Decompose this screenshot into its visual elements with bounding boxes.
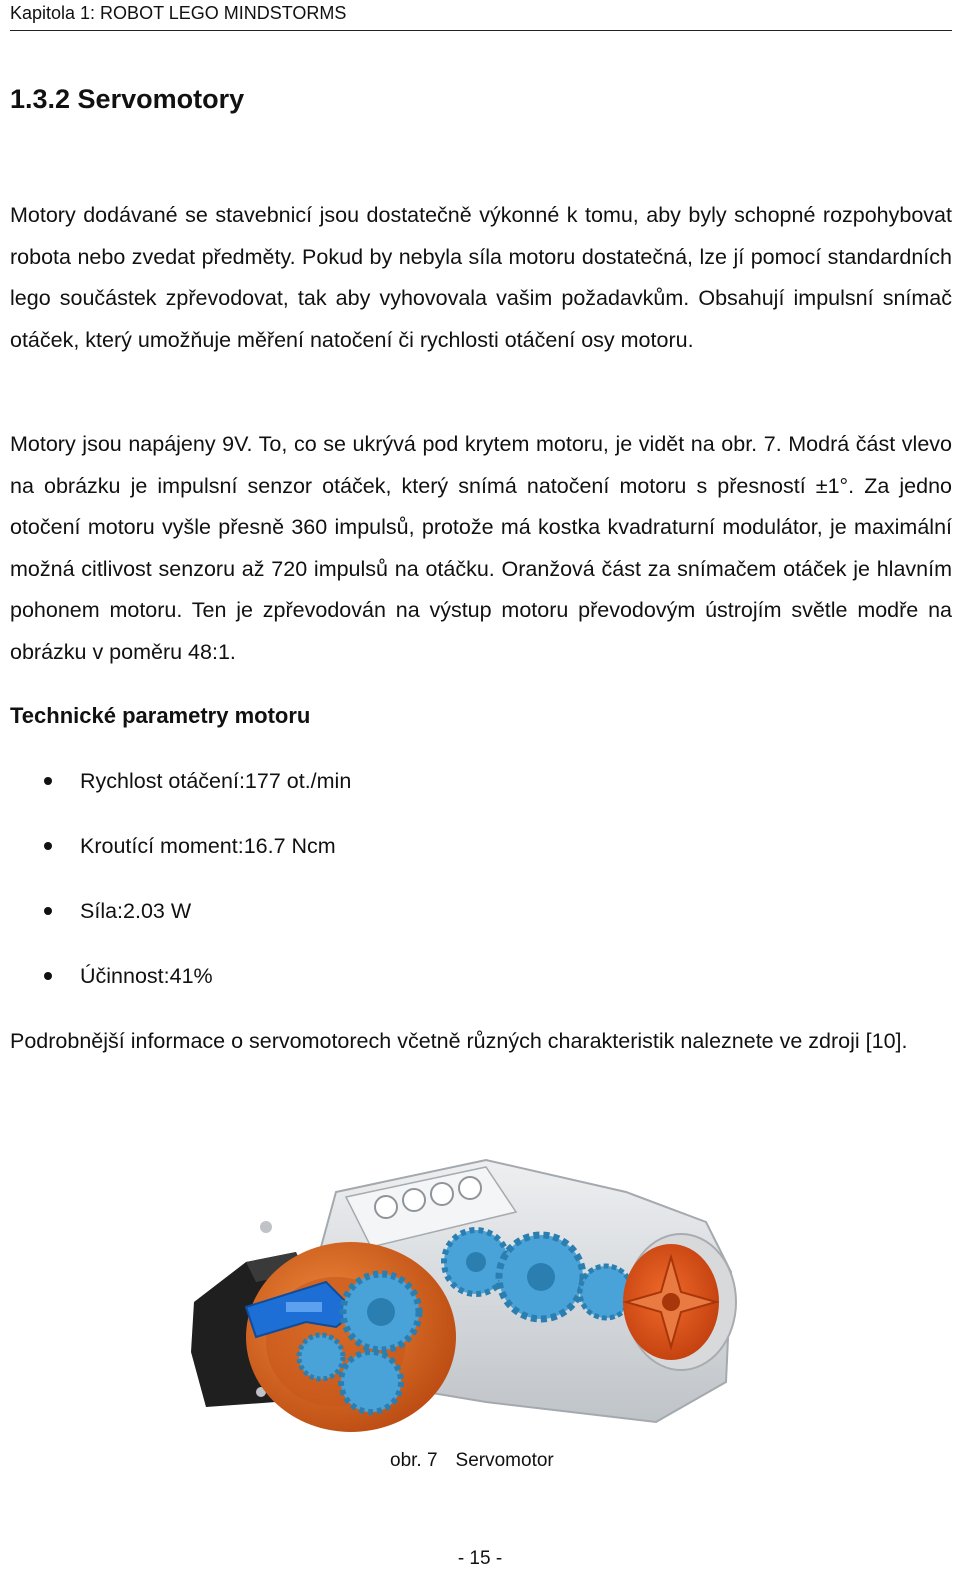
param-power: Síla:2.03 W <box>80 899 192 923</box>
servomotor-illustration <box>186 1152 756 1442</box>
paragraph-motor-internals: Motory jsou napájeny 9V. To, co se ukrývá pod krytem motoru, je vidět na obr. 7. Modrá část vlevo na obrázku je impulsní senzor otáček, který snímá natočení motoru s přesností ±1°. Za jedno otočení motoru vyšle přesně 360 impulsů, protože má kostka kvadraturní modulátor, je maximální možná citlivost senzoru až 720 impulsů na otáčku. Oranžová část za snímačem otáček je hlavním pohonem motoru. Ten je zpřevodován na výstup motoru převodovým ústrojím světle modře na obrázku v poměru 48:1. <box>10 432 952 664</box>
figure-caption-text: Servomotor <box>455 1450 554 1471</box>
running-header: Kapitola 1: ROBOT LEGO MINDSTORMS <box>10 2 952 31</box>
figure-caption <box>390 1450 554 1472</box>
page-number: - 15 - <box>457 1548 503 1569</box>
param-speed: Rychlost otáčení:177 ot./min <box>80 769 352 793</box>
bullet-icon <box>44 842 52 850</box>
paragraph-more-info: Podrobnější informace o servomotorech včetně různých charakteristik naleznete ve zdroji [10]. <box>10 1029 908 1053</box>
param-torque: Kroutící moment:16.7 Ncm <box>80 834 336 858</box>
bullet-icon <box>44 777 52 785</box>
params-heading: Technické parametry motoru <box>10 703 311 728</box>
paragraph-intro: Motory dodávané se stavebnicí jsou dostatečně výkonné k tomu, aby byly schopné rozpohybovat robota nebo zvedat předměty. Pokud by nebyla síla motoru dostatečná, lze jí pomocí standardních lego součástek zpřevodovat, tak aby vyhovovala vašim požadavkům. Obsahují impulsní snímač otáček, který umožňuje měření natočení či rychlosti otáčení osy motoru. <box>10 203 952 352</box>
param-efficiency: Účinnost:41% <box>80 964 213 988</box>
figure-number: obr. 7 <box>390 1450 438 1471</box>
bullet-icon <box>44 972 52 980</box>
bullet-icon <box>44 907 52 915</box>
section-title: 1.3.2 Servomotory <box>10 84 245 114</box>
